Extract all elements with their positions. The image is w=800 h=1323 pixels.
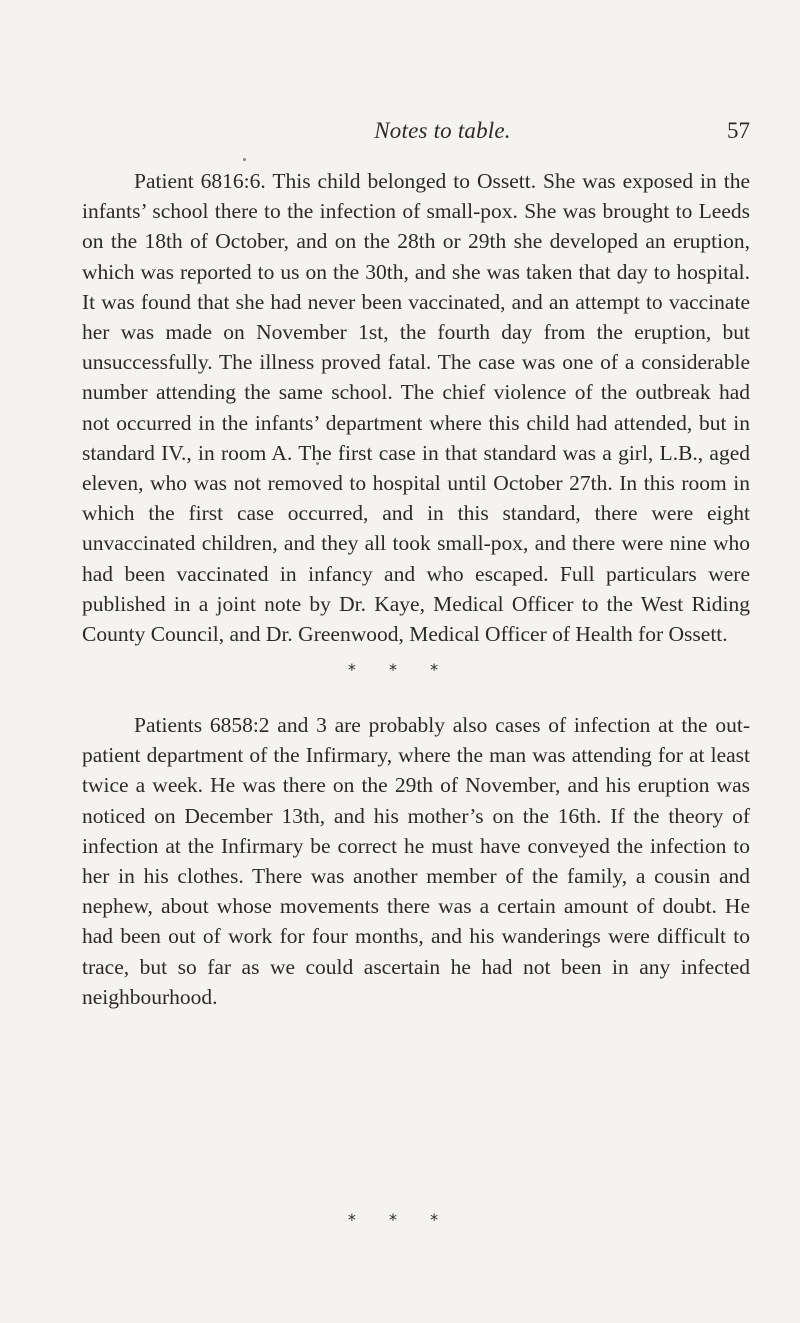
running-head-title: Notes to table. (374, 118, 511, 143)
paragraph-text: Patient 6816:6. This child belonged to Ossett. She was exposed in the infants’ school there to the infection of small-pox. She was brought to Leeds on the 18th of October, and on the 28th or 29th she developed an eruption, which was reported to us on the 30th, and she was taken that day to hospital. It was found that she had never been vaccinated, and an attempt to vaccinate her was made on November 1st, the fourth day from the eruption, but unsuccessfully. The illness proved fatal. The case was one of a considerable number attending the same school. The chief violence of the outbreak had not occurred in the infants’ department where this child had attended, but in standard IV., in room A. The first case in that standard was a girl, L.B., aged eleven, who was not removed to hospital until October 27th. In this room in which the first case occurred, and in this standard, there were eight unvaccinated children, and they all took small-pox, and there were nine who had been vaccinated in infancy and who escaped. Full particulars were published in a joint note by Dr. Kaye, Medical Officer to the West Riding County Council, and Dr. Greenwood, Medical Officer of Health for Ossett. (82, 169, 750, 647)
running-head (135, 118, 750, 148)
section-separator: * * * (347, 660, 453, 679)
paragraph-patients-6858 (82, 710, 750, 1012)
print-speck (243, 158, 246, 161)
page-number: 57 (727, 118, 750, 143)
paragraph-text: Patients 6858:2 and 3 are probably also cases of infection at the out-patient department of the Infirmary, where the man was attending for at least twice a week. He was there on the 29th of November, and his eruption was noticed on December 13th, and his mother’s on the 16th. If the theory of infection at the Infirmary be correct he must have conveyed the infection to her in his clothes. There was another member of the family, a cousin and nephew, about whose movements there was a certain amount of doubt. He had been out of work for four months, and his wanderings were difficult to trace, but so far as we could ascertain he had not been in any infected neighbourhood. (82, 713, 750, 1009)
section-separator: * * * (347, 1210, 453, 1229)
paragraph-patient-6816 (82, 166, 750, 649)
